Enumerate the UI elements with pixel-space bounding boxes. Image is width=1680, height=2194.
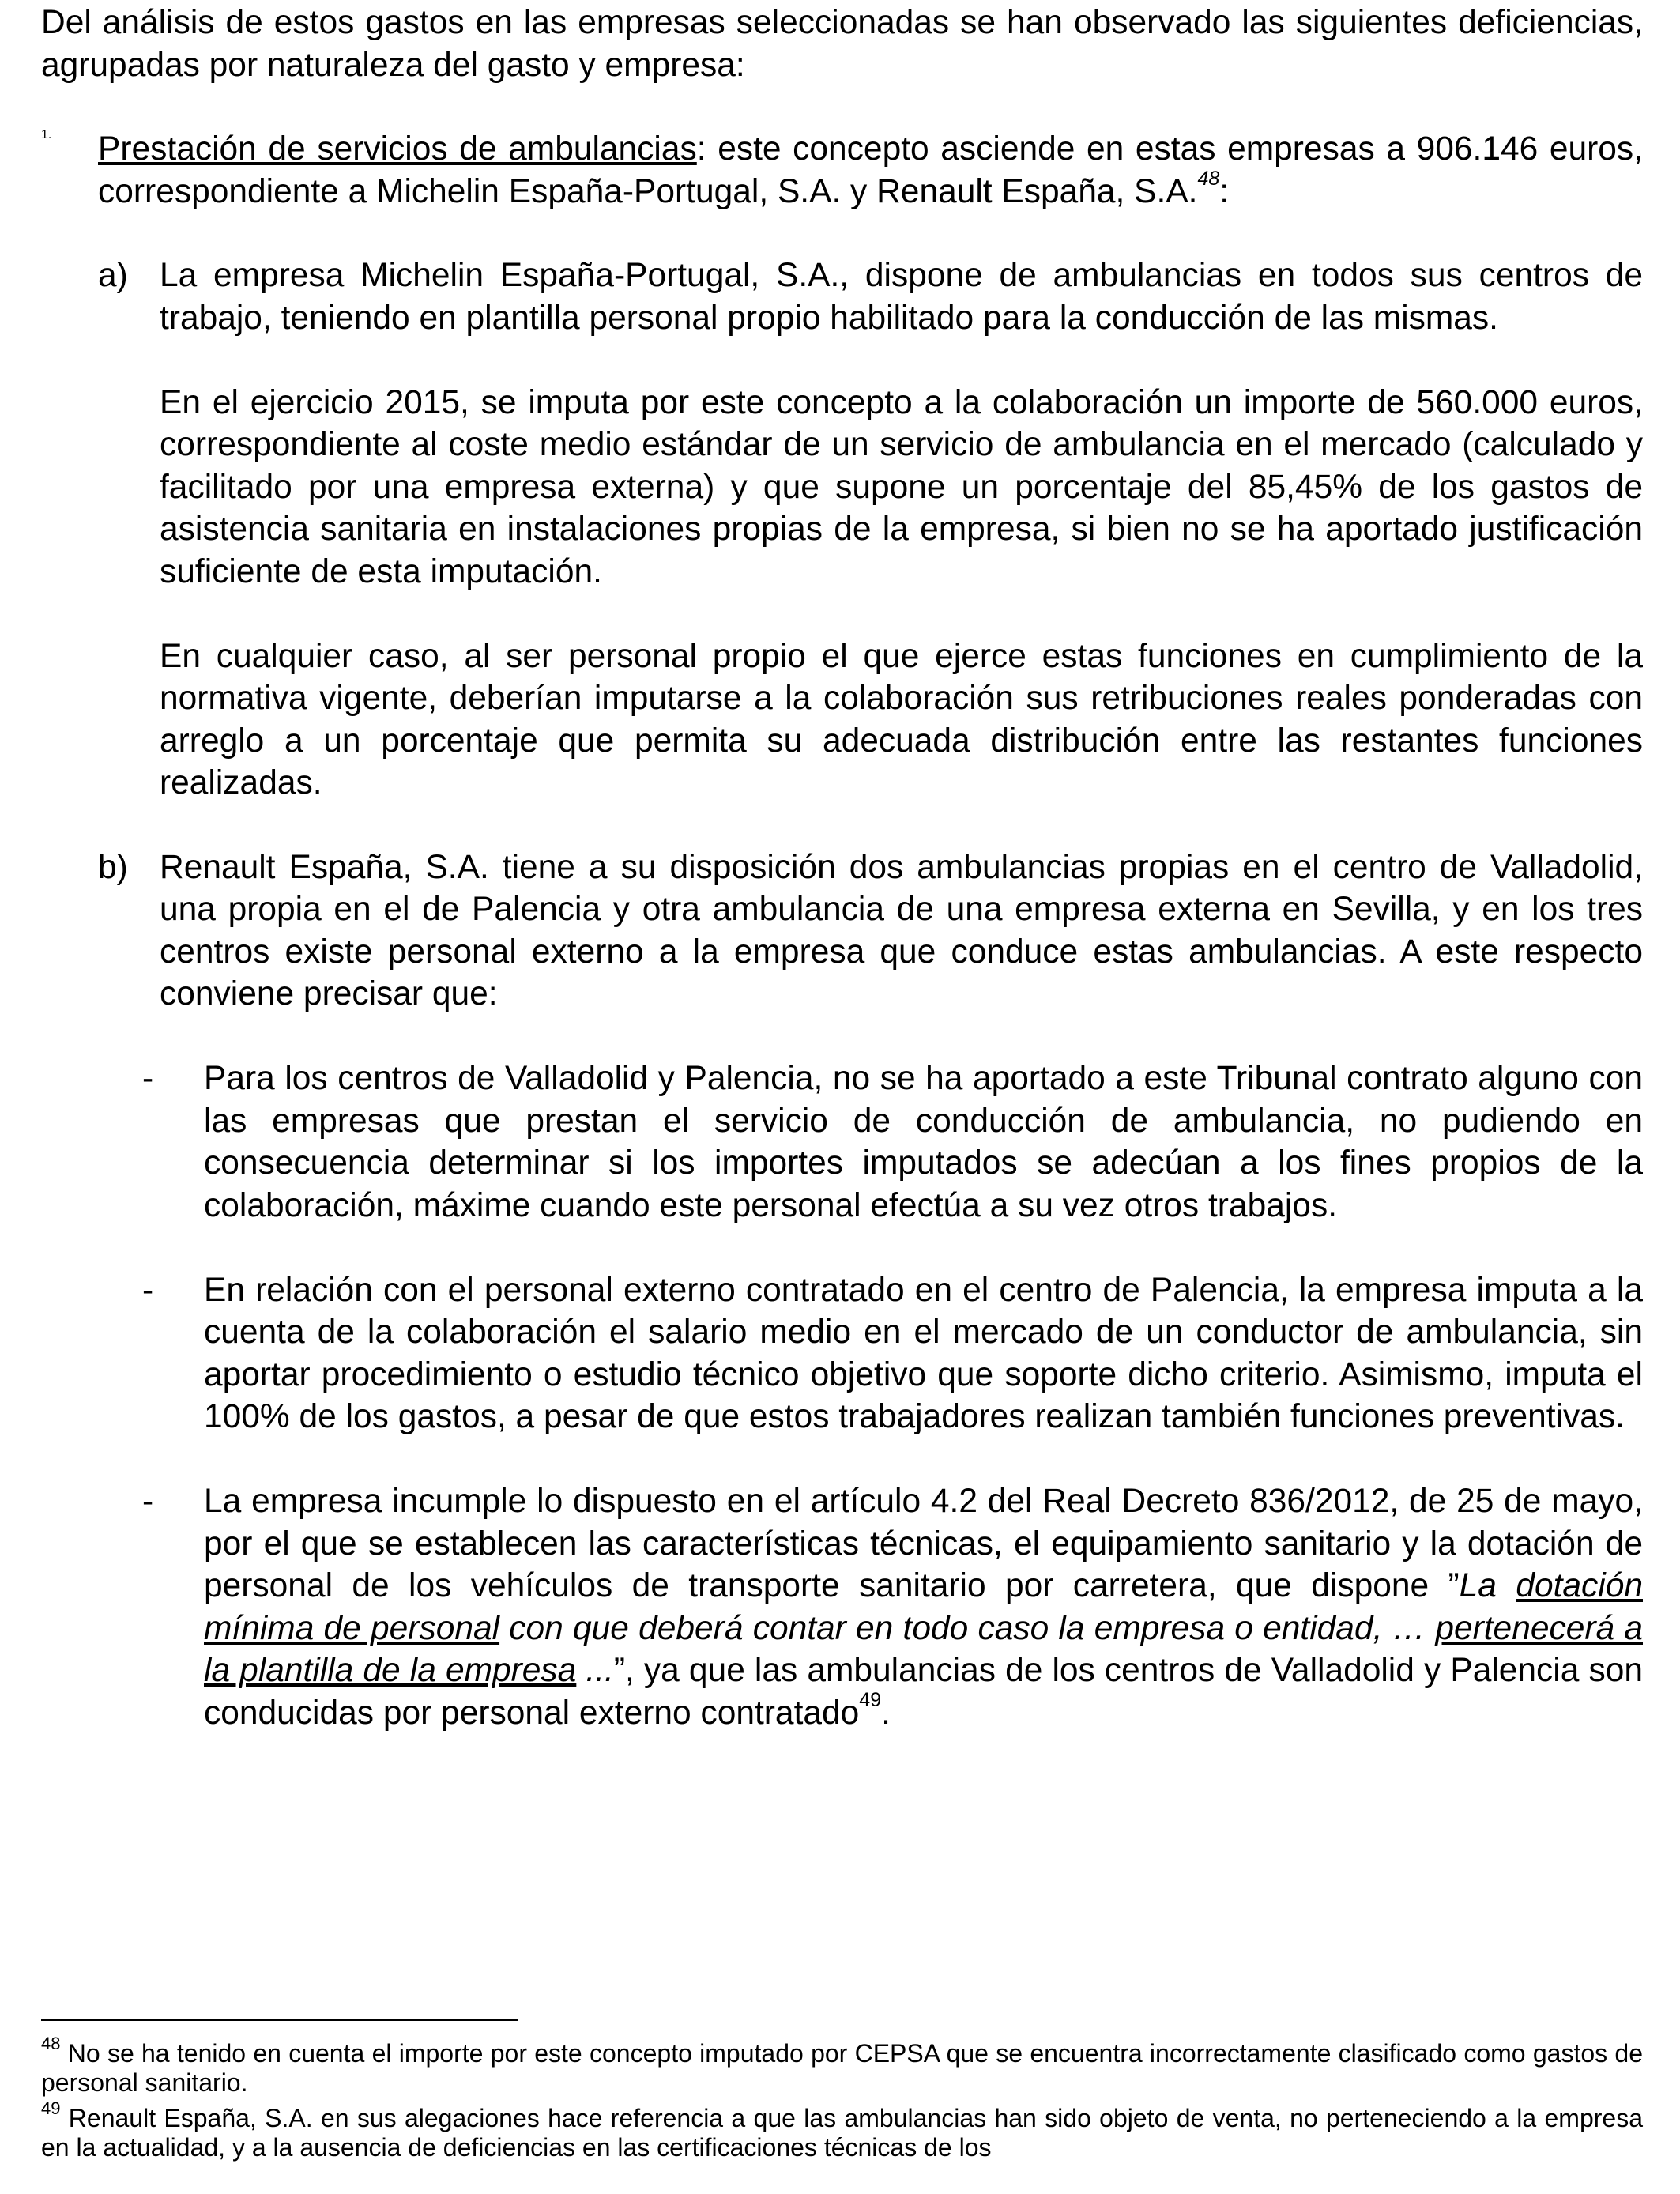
bullet-marker: - bbox=[142, 1271, 154, 1309]
footnote-separator bbox=[41, 2019, 518, 2021]
footnote-49 bbox=[41, 2098, 1643, 2162]
sub-b-paragraph-1: Renault España, S.A. tiene a su disposición dos ambulancias propias en el centro de Valladolid, una propia en el de Palencia y otra ambulancia de una empresa externa en Sevilla, y en los tres centros existe personal externo a la empresa que conduce estas ambulancias. A este respecto conviene precisar que: bbox=[160, 848, 1643, 1012]
footnote-number: 48 bbox=[41, 2034, 61, 2054]
list-item-1 bbox=[41, 128, 1643, 213]
bullet-tail: . bbox=[881, 1694, 891, 1732]
quote-underlined: dotación mínima de personal bbox=[204, 1567, 1643, 1647]
quote-part: con que deberá contar en todo caso la empresa o entidad, … bbox=[499, 1609, 1436, 1647]
list-item-number: 1. bbox=[41, 128, 52, 141]
bullet-text: En relación con el personal externo contratado en el centro de Palencia, la empresa imputa a la cuenta de la colaboración el salario medio en el mercado de un conductor de ambulancia, sin aportar procedimiento o estudio técnico objetivo que soporte dicho criterio. Asimismo, imputa el 100% de los gastos, a pesar de que estos trabajadores realizan también funciones preventivas. bbox=[204, 1271, 1643, 1435]
quote-part: La bbox=[1459, 1567, 1516, 1604]
bullet-item-3 bbox=[41, 1480, 1643, 1734]
bullet-text-part: La empresa incumple lo dispuesto en el artículo 4.2 del Real Decreto 836/2012, de 25 de mayo, por el que se establecen las características técnicas, el equipamiento sanitario y la dotación de personal de los vehículos de transporte sanitario por carretera, que dispone ” bbox=[204, 1483, 1643, 1604]
bullet-marker: - bbox=[142, 1060, 154, 1097]
footnote-text: No se ha tenido en cuenta el importe por este concepto imputado por CEPSA que se encuentra incorrectamente clasificado como gastos de personal sanitario. bbox=[41, 2039, 1643, 2097]
footnote-ref-49[interactable]: 49 bbox=[859, 1689, 882, 1712]
sub-a-paragraph-1: La empresa Michelin España-Portugal, S.A., dispone de ambulancias en todos sus centros de trabajo, teniendo en plantilla personal propio habilitado para la conducción de las mismas. bbox=[160, 257, 1643, 337]
intro-paragraph: Del análisis de estos gastos en las empresas seleccionadas se han observado las siguientes deficiencias, agrupadas por naturaleza del gasto y empresa: bbox=[41, 4, 1643, 84]
sub-a-paragraph-2: En el ejercicio 2015, se imputa por este concepto a la colaboración un importe de 560.000 euros, correspondiente al coste medio estándar de un servicio de ambulancia en el mercado (calculado y facilitado por una empresa externa) y que supone un porcentaje del 85,45% de los gastos de asistencia sanitaria en instalaciones propias de la empresa, si bien no se ha aportado justificación suficiente de esta imputación. bbox=[160, 383, 1643, 590]
footnote-number: 49 bbox=[41, 2098, 61, 2119]
sub-item-label: b) bbox=[98, 848, 128, 886]
footnote-text: Renault España, S.A. en sus alegaciones hace referencia a que las ambulancias han sido objeto de venta, no perteneciendo a la empresa en la actualidad, y a la ausencia de deficiencias en las certificaciones técnicas de los bbox=[41, 2104, 1643, 2162]
bullet-text-part: ”, ya que las ambulancias de los centros de Valladolid y Palencia son conducidas por personal externo contratado bbox=[204, 1652, 1643, 1732]
bullet-marker: - bbox=[142, 1483, 154, 1520]
footnote-48 bbox=[41, 2034, 1643, 2098]
sub-item-b bbox=[41, 846, 1643, 1016]
bullet-item-1 bbox=[41, 1057, 1643, 1227]
document-body bbox=[41, 0, 1643, 1734]
footnotes bbox=[41, 2034, 1643, 2169]
item-tail: : bbox=[1219, 172, 1230, 210]
quote-part: ... bbox=[576, 1652, 614, 1689]
item-text: : este concepto asciende en estas empresas a 906.146 euros, correspondiente a Michelin España-Portugal, S.A. y Renault España, S.A. bbox=[98, 130, 1643, 210]
list-item-1-text bbox=[98, 128, 1643, 213]
bullet-item-2 bbox=[41, 1269, 1643, 1438]
footnote-ref-48[interactable]: 48 bbox=[1197, 168, 1220, 190]
sub-item-label: a) bbox=[98, 257, 128, 294]
sub-a-paragraph-3: En cualquier caso, al ser personal propio el que ejerce estas funciones en cumplimiento de la normativa vigente, deberían imputarse a la colaboración sus retribuciones reales ponderadas con arreglo a un porcentaje que permita su adecuada distribución entre las restantes funciones realizadas. bbox=[160, 637, 1643, 801]
quote-underlined: pertenecerá a la plantilla de la empresa bbox=[204, 1609, 1643, 1689]
item-heading: Prestación de servicios de ambulancias bbox=[98, 130, 697, 168]
sub-item-a bbox=[41, 254, 1643, 805]
bullet-text: Para los centros de Valladolid y Palencia, no se ha aportado a este Tribunal contrato alguno con las empresas que prestan el servicio de conducción de ambulancia, no pudiendo en consecuencia determinar si los importes imputados se adecúan a los fines propios de la colaboración, máxime cuando este personal efectúa a su vez otros trabajos. bbox=[204, 1060, 1643, 1224]
bullet-text bbox=[204, 1480, 1643, 1734]
